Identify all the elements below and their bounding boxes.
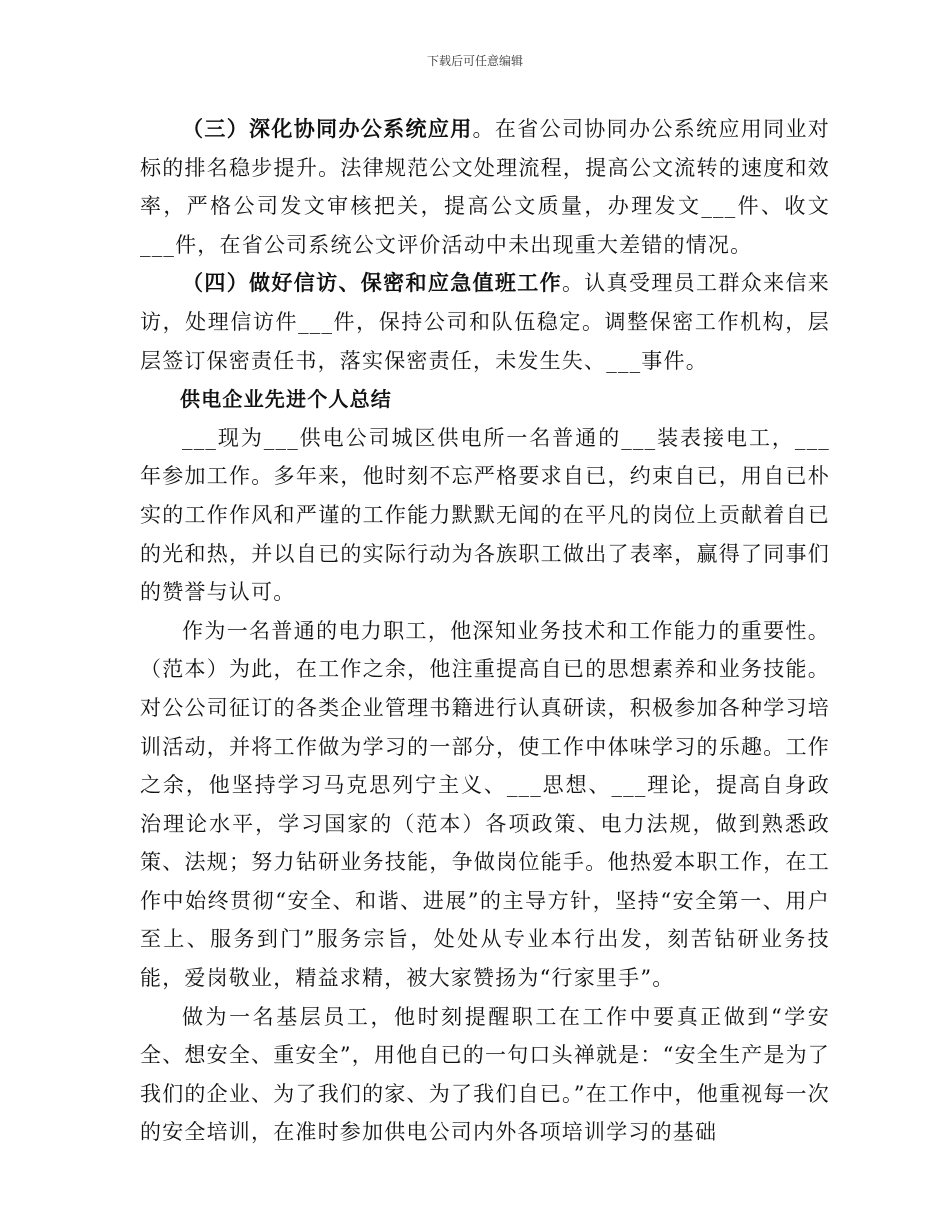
paragraph-lead-heading: （三）深化协同办公系统应用 [182, 116, 473, 141]
page-header: 下载后可任意编辑 [426, 54, 523, 68]
body-paragraph: ___现为___供电公司城区供电所一名普通的___装表接电工，___年参加工作。多年来，他时刻不忘严格要求自已，约束自已，用自已朴实的工作作风和严谨的工作能力默默无闻的在平凡的岗位上贡献着自已的光和热，并以自已的实际行动为各族职工做出了表率，赢得了同事们的赞誉与认可。 [140, 425, 830, 605]
paragraph-text: 。认真受理员工群众来信来访，处理信访件___件，保持公司和队伍稳定。调整保密工作机构，层层签订保密责任书，落实保密责任，未发生失、___事件。 [140, 271, 830, 373]
paragraph-section-3 [140, 110, 830, 264]
paragraph-lead-heading: （四）做好信访、保密和应急值班工作 [182, 270, 562, 296]
body-paragraph: 作为一名普通的电力职工，他深知业务技术和工作能力的重要性。（范本）为此，在工作之余，他注重提高自已的思想素养和业务技能。对公公司征订的各类企业管理书籍进行认真研读，积极参加各种学习培训活动，并将工作做为学习的一部分，使工作中体味学习的乐趣。工作之余，他坚持学习马克思列宁主义、___思想、___理论，提高自身政治理论水平，学习国家的（范本）各项政策、电力法规，做到熟悉政策、法规；努力钻研业务技能，争做岗位能手。他热爱本职工作，在工作中始终贯彻“安全、和谐、进展”的主导方针，坚持“安全第一、用户至上、服务到门”服务宗旨，处处从专业本行出发，刻苦钻研业务技能，爱岗敬业，精益求精，被大家赞扬为“行家里手”。 [140, 618, 830, 991]
document-body [140, 110, 830, 1152]
paragraph-section-4 [140, 264, 830, 380]
paragraph-text: 。在省公司协同办公系统应用同业对标的排名稳步提升。法律规范公文处理流程，提高公文流转的速度和效率，严格公司发文审核把关，提高公文质量，办理发文___件、收文___件，在省公司系统公文评价活动中未出现重大差错的情况。 [140, 117, 830, 257]
body-paragraph: 做为一名基层员工，他时刻提醒职工在工作中要真正做到“学安全、想安全、重安全”，用他自已的一句口头禅就是：“安全生产是为了我们的企业、为了我们的家、为了我们自已。”在工作中，他重视每一次的安全培训，在准时参加供电公司内外各项培训学习的基础 [140, 1004, 830, 1145]
section-title: 供电企业先进个人总结 [180, 387, 392, 412]
